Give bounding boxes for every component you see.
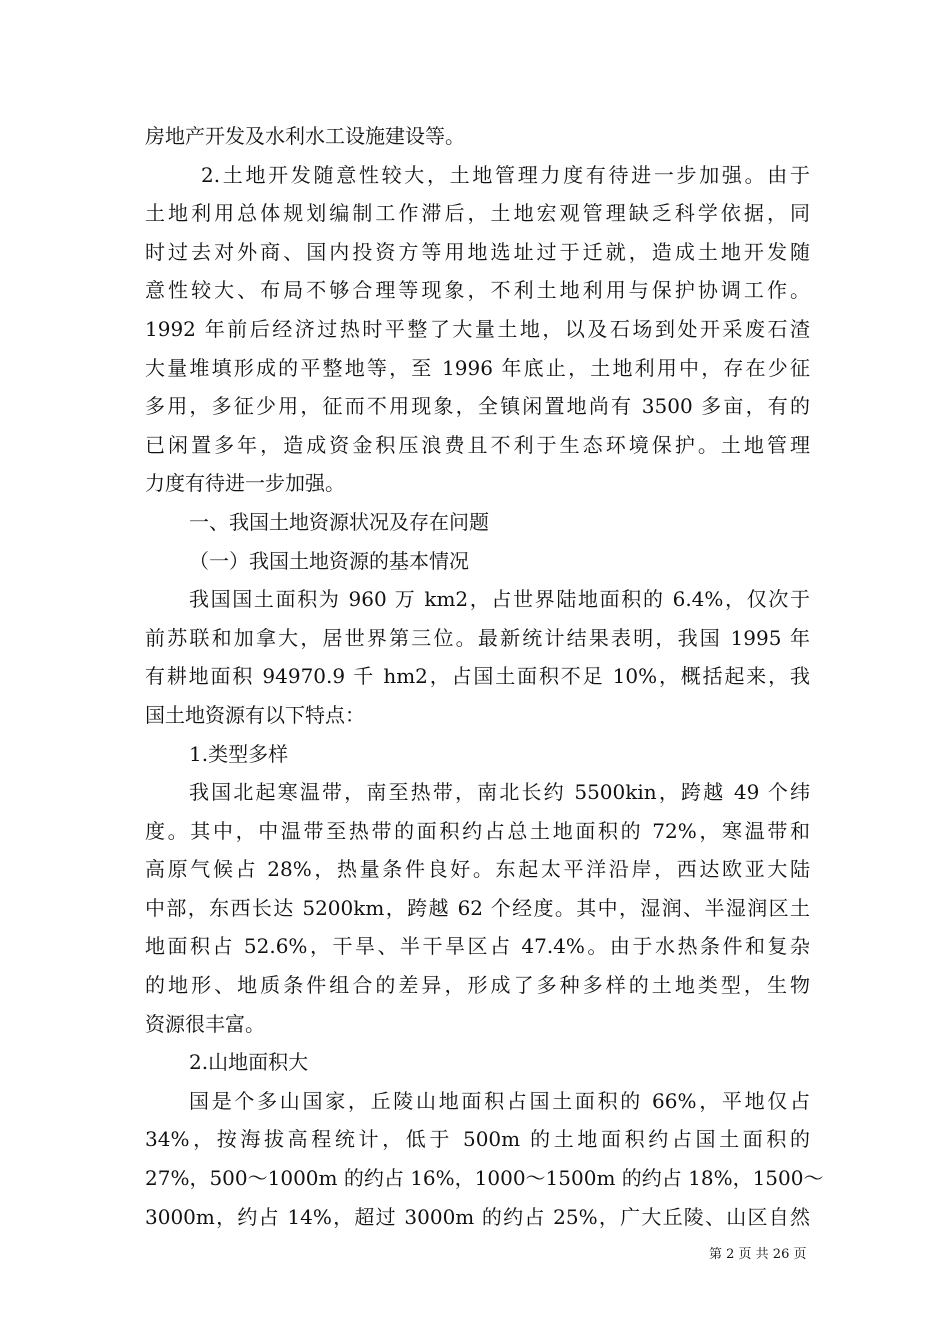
text-line: 我国国土面积为 960 万 km2，占世界陆地面积的 6.4%，仅次于 bbox=[189, 587, 810, 612]
document-body bbox=[145, 117, 824, 1236]
text-line: 度。其中，中温带至热带的面积约占总土地面积的 72%，寒温带和 bbox=[145, 818, 810, 843]
text-line: 中部，东西长达 5200km，跨越 62 个经度。其中，湿润、半湿润区土 bbox=[145, 895, 810, 920]
text-line: 意性较大、布局不够合理等现象，不利土地利用与保护协调工作。 bbox=[145, 278, 810, 303]
text-line: 国是个多山国家，丘陵山地面积占国土面积的 66%，平地仅占 bbox=[189, 1088, 810, 1113]
text-line: 2.山地面积大 bbox=[189, 1050, 309, 1075]
text-line: 已闲置多年，造成资金积压浪费且不利于生态环境保护。土地管理 bbox=[145, 432, 810, 457]
text-line: 大量堆填形成的平整地等，至 1996 年底止，土地利用中，存在少征 bbox=[145, 355, 810, 380]
text-line: 高原气候占 28%，热量条件良好。东起太平洋沿岸，西达欧亚大陆 bbox=[145, 857, 810, 882]
text-line: 资源很丰富。 bbox=[145, 1011, 265, 1036]
text-line: 有耕地面积 94970.9 千 hm2，占国土面积不足 10%，概括起来，我 bbox=[145, 664, 810, 689]
text-line: 多用，多征少用，征而不用现象，全镇闲置地尚有 3500 多亩，有的 bbox=[145, 394, 810, 419]
text-line: 的地形、地质条件组合的差异，形成了多种多样的土地类型，生物 bbox=[145, 973, 810, 998]
text-line: （一）我国土地资源的基本情况 bbox=[189, 548, 469, 573]
text-line: 2.土地开发随意性较大，土地管理力度有待进一步加强。由于 bbox=[201, 162, 810, 187]
text-line: 1992 年前后经济过热时平整了大量土地，以及石场到处开采废石渣 bbox=[145, 316, 810, 341]
text-line: 34%，按海拔高程统计，低于 500m 的土地面积约占国土面积的 bbox=[145, 1127, 810, 1152]
text-line: 时过去对外商、国内投资方等用地选址过于迁就，造成土地开发随 bbox=[145, 239, 810, 264]
text-line: 27%，500～1000m 的约占 16%，1000～1500m 的约占 18%，1500～ bbox=[145, 1166, 824, 1191]
text-line: 一、我国土地资源状况及存在问题 bbox=[189, 509, 489, 534]
text-line: 3000m，约占 14%，超过 3000m 的约占 25%，广大丘陵、山区自然 bbox=[145, 1204, 810, 1229]
text-line: 1.类型多样 bbox=[189, 741, 289, 766]
text-line: 国土地资源有以下特点： bbox=[145, 702, 365, 727]
page-number: 第 2 页 共 26 页 bbox=[709, 1247, 807, 1262]
text-line: 我国北起寒温带，南至热带，南北长约 5500kin，跨越 49 个纬 bbox=[189, 780, 810, 805]
text-line: 地面积占 52.6%，干旱、半干旱区占 47.4%。由于水热条件和复杂 bbox=[145, 934, 810, 959]
text-line: 力度有待进一步加强。 bbox=[145, 471, 345, 496]
text-line: 土地利用总体规划编制工作滞后，土地宏观管理缺乏科学依据，同 bbox=[145, 201, 810, 226]
text-line: 房地产开发及水利水工设施建设等。 bbox=[145, 124, 465, 148]
text-line: 前苏联和加拿大，居世界第三位。最新统计结果表明，我国 1995 年 bbox=[145, 625, 810, 650]
